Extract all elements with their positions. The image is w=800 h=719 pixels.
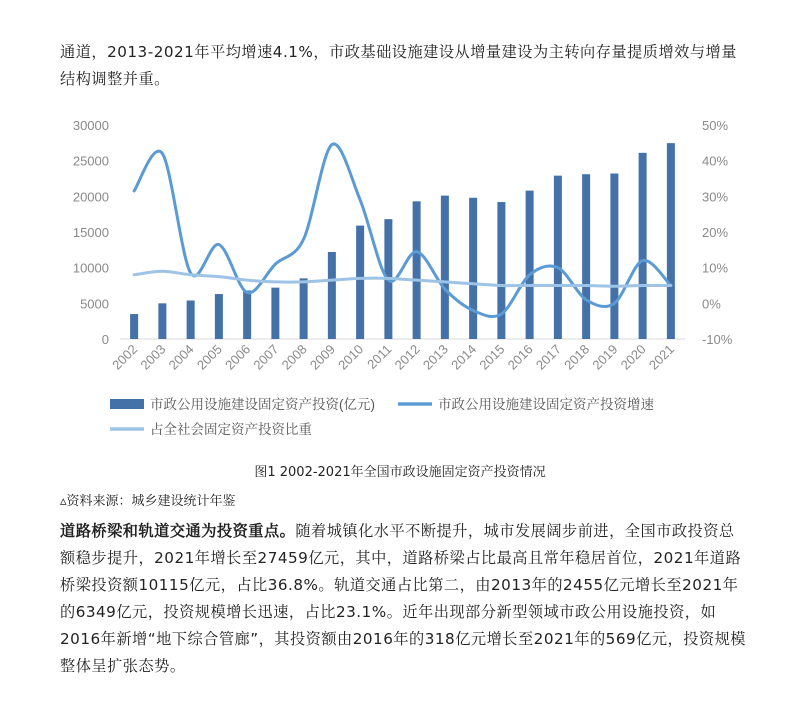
x-tick-label: 2021 (645, 341, 677, 373)
share-line (134, 271, 671, 286)
line-series (134, 144, 671, 317)
investment-chart (0, 105, 800, 455)
bar (215, 294, 223, 339)
intro-paragraph: 通道，2013-2021年平均增速4.1%，市政基础设施建设从增量建设为主转向存量提质增效与增量结构调整并重。 (60, 43, 737, 88)
bar (300, 278, 308, 339)
x-tick-label: 2012 (391, 341, 423, 373)
bar-series (130, 143, 675, 339)
x-tick-label: 2009 (306, 341, 338, 373)
legend-label: 市政公用设施建设固定资产投资增速 (438, 397, 654, 412)
bar (469, 198, 477, 339)
x-tick-label: 2017 (532, 341, 564, 373)
x-tick-label: 2013 (419, 341, 451, 373)
x-tick-label: 2014 (448, 341, 480, 373)
x-tick-label: 2016 (504, 341, 536, 373)
bar (610, 174, 618, 339)
chart-legend (110, 396, 654, 437)
right-tick-label: 30% (702, 189, 729, 205)
bar (130, 314, 138, 339)
right-tick-label: 40% (702, 153, 729, 169)
x-tick-label: 2020 (617, 341, 649, 373)
left-axis-ticks (73, 118, 109, 347)
bar (554, 176, 562, 339)
right-tick-label: 10% (702, 260, 729, 276)
x-tick-label: 2004 (165, 341, 197, 373)
right-tick-label: 20% (702, 225, 729, 240)
left-tick-label: 10000 (72, 260, 109, 276)
x-tick-label: 2010 (335, 341, 367, 373)
bar (356, 226, 364, 339)
bar (639, 153, 647, 339)
x-tick-label: 2011 (364, 341, 395, 372)
bar (158, 303, 166, 339)
bar (187, 300, 195, 339)
left-tick-label: 20000 (72, 189, 109, 205)
bar (243, 290, 251, 339)
right-tick-label: 50% (702, 118, 729, 133)
right-axis-ticks (702, 118, 733, 347)
bar (497, 202, 505, 339)
x-tick-label: 2018 (561, 341, 593, 373)
right-tick-label: -10% (702, 332, 733, 347)
bar (441, 196, 449, 339)
x-tick-label: 2015 (476, 341, 508, 373)
x-tick-label: 2019 (589, 341, 621, 373)
x-tick-label: 2002 (109, 341, 141, 373)
legend-bar-swatch (110, 399, 144, 409)
body-heading: 道路桥梁和轨道交通为投资重点。 (60, 522, 296, 540)
left-tick-label: 5000 (80, 296, 109, 312)
legend-label: 市政公用设施建设固定资产投资(亿元) (150, 397, 375, 412)
source-note: ▵资料来源：城乡建设统计年鉴 (60, 494, 236, 509)
left-tick-label: 30000 (72, 118, 109, 133)
bar (582, 174, 590, 339)
right-tick-label: 0% (702, 296, 721, 312)
left-tick-label: 15000 (72, 225, 109, 240)
body-paragraph (60, 518, 750, 680)
legend-label: 占全社会固定资产投资比重 (150, 422, 312, 437)
x-axis-ticks (109, 342, 677, 373)
bar (526, 191, 534, 339)
x-tick-label: 2003 (137, 341, 169, 373)
figure-caption: 图1 2002-2021年全国市政设施固定资产投资情况 (254, 465, 546, 480)
left-tick-label: 25000 (72, 153, 109, 169)
bar (328, 252, 336, 339)
bar (413, 201, 421, 339)
bar (271, 288, 279, 339)
left-tick-label: 0 (101, 332, 109, 347)
x-tick-label: 2006 (222, 341, 254, 373)
x-tick-label: 2007 (250, 341, 282, 373)
x-tick-label: 2008 (278, 341, 310, 373)
x-tick-label: 2005 (193, 341, 225, 373)
growth-rate-line (134, 144, 671, 317)
bar (667, 143, 675, 339)
body-text: 随着城镇化水平不断提升，城市发展阔步前进，全国市政投资总额稳步提升，2021年增长至27459亿元，其中，道路桥梁占比最高且常年稳居首位，2021年道路桥梁投资额10115亿元，占比36.8%。轨道交通占比第二，由2013年的2455亿元增长至2021年的6349亿元，投资规模增长迅速，占比23.1%。近年出现部分新型领域市政公用设施投资，如2016年新增“地下综合管廊”，其投资额由2016年的318亿元增长至2021年的569亿元，投资规模整体呈扩张态势。 (60, 522, 746, 675)
